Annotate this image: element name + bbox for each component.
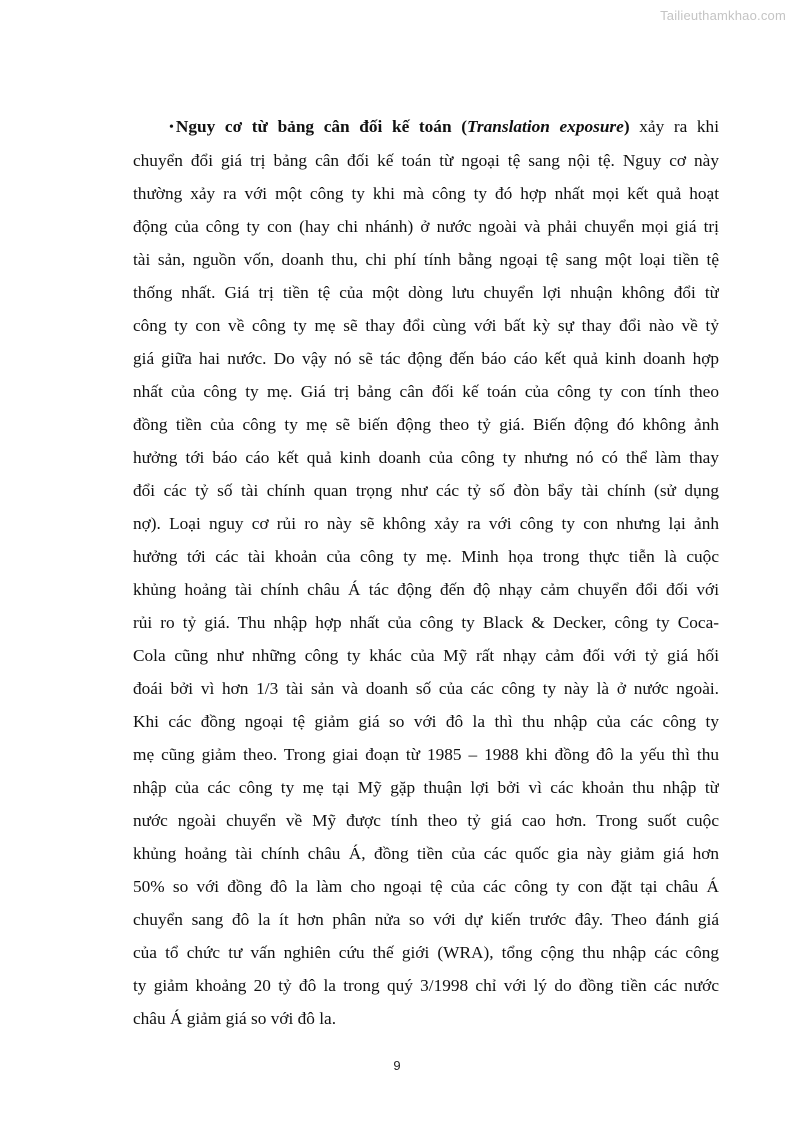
text-line: Khi các đồng ngoại tệ giảm giá so với đô la thì thu nhập của các công ty xyxy=(133,712,719,731)
document-body xyxy=(133,110,719,1035)
text-line: khủng hoảng tài chính châu Á, đồng tiền của các quốc gia này giảm giá hơn xyxy=(133,844,719,863)
section-heading: Nguy cơ từ bảng cân đối kế toán ( xyxy=(175,117,467,136)
text-line: nhất của công ty mẹ. Giá trị bảng cân đối kế toán của công ty con tính theo xyxy=(133,382,719,401)
paragraph-first-line xyxy=(133,110,719,144)
text-line-last: châu Á giảm giá so với đô la. xyxy=(133,1009,337,1028)
text-line: hưởng tới báo cáo kết quả kinh doanh của công ty nhưng nó có thể làm thay xyxy=(133,448,719,467)
text-line: đoái bởi vì hơn 1/3 tài sản và doanh số của các công ty này là ở nước ngoài. xyxy=(133,679,719,698)
text-line: của tổ chức tư vấn nghiên cứu thế giới (WRA), tổng cộng thu nhập các công xyxy=(133,943,719,962)
text-line: nước ngoài chuyển về Mỹ được tính theo tỷ giá cao hơn. Trong suốt cuộc xyxy=(133,811,719,830)
text-line: ty giảm khoảng 20 tỷ đô la trong quý 3/1998 chỉ với lý do đồng tiền các nước xyxy=(133,976,719,995)
text-line: thường xảy ra với một công ty khi mà công ty đó hợp nhất mọi kết quả hoạt xyxy=(133,184,719,203)
text-line: hưởng tới các tài khoản của công ty mẹ. Minh họa trong thực tiễn là cuộc xyxy=(133,547,719,566)
section-heading-close: ) xyxy=(623,117,630,136)
text-line: động của công ty con (hay chi nhánh) ở nước ngoài và phải chuyển mọi giá trị xyxy=(133,217,719,236)
text-line: khủng hoảng tài chính châu Á tác động đến độ nhạy cảm chuyển đổi đối với xyxy=(133,580,719,599)
text-line: đổi các tỷ số tài chính quan trọng như các tỷ số đòn bẩy tài chính (sử dụng xyxy=(133,481,719,500)
text-line: 50% so với đồng đô la làm cho ngoại tệ của các công ty con đặt tại châu Á xyxy=(133,877,719,896)
text-line: Cola cũng như những công ty khác của Mỹ rất nhạy cảm đối với tỷ giá hối xyxy=(133,646,719,665)
page-number: 9 xyxy=(393,1058,401,1073)
text-line: nợ). Loại nguy cơ rủi ro này sẽ không xảy ra với công ty con nhưng lại ảnh xyxy=(133,514,719,533)
bullet-icon: • xyxy=(169,120,174,135)
text-line: tài sản, nguồn vốn, doanh thu, chi phí tính bằng ngoại tệ sang một loại tiền tệ xyxy=(133,250,719,269)
text-line: đồng tiền của công ty mẹ sẽ biến động theo tỷ giá. Biến động đó không ảnh xyxy=(133,415,719,434)
text-line: chuyển đổi giá trị bảng cân đối kế toán từ ngoại tệ sang nội tệ. Nguy cơ này xyxy=(133,151,719,170)
text-line: mẹ cũng giảm theo. Trong giai đoạn từ 1985 – 1988 khi đồng đô la yếu thì thu xyxy=(133,745,719,764)
text-line: rủi ro tỷ giá. Thu nhập hợp nhất của công ty Black & Decker, công ty Coca- xyxy=(133,613,719,632)
first-line-text: xảy ra khi xyxy=(629,117,719,136)
text-line: giá giữa hai nước. Do vậy nó sẽ tác động đến báo cáo kết quả kinh doanh hợp xyxy=(133,349,719,368)
text-line: chuyển sang đô la ít hơn phân nửa so với dự kiến trước đây. Theo đánh giá xyxy=(133,910,719,929)
text-line: thống nhất. Giá trị tiền tệ của một dòng lưu chuyển lợi nhuận không đổi từ xyxy=(133,283,719,302)
watermark: Tailieuthamkhao.com xyxy=(660,8,786,23)
section-heading-term: Translation exposure xyxy=(466,117,624,136)
text-line: công ty con về công ty mẹ sẽ thay đổi cùng với bất kỳ sự thay đổi nào về tỷ xyxy=(133,316,719,335)
text-line: nhập của các công ty mẹ tại Mỹ gặp thuận lợi bởi vì các khoản thu nhập từ xyxy=(133,778,719,797)
